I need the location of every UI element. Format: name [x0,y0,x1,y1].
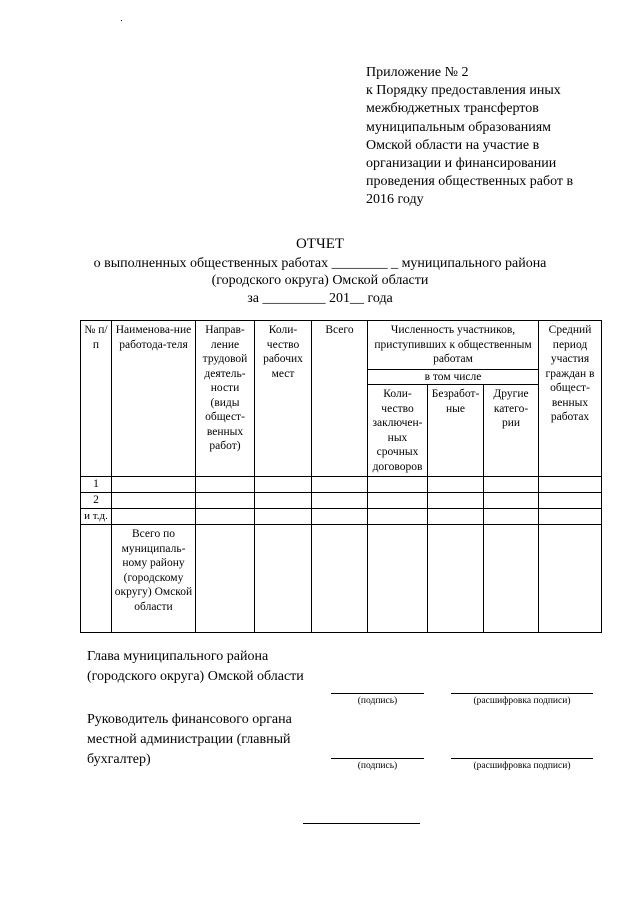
cell [428,493,484,509]
cell [312,493,368,509]
scan-speck [121,20,122,21]
table-row [81,493,602,509]
cell [368,477,428,493]
row-num: и т.д. [81,509,112,525]
appendix-line: проведения общественных работ в [366,174,574,190]
cell [112,493,196,509]
header-jobs: Коли-чество рабочих мест [255,321,312,477]
appendix-line: Приложение № 2 [366,65,469,80]
report-period: за _________ 201__ года [247,291,393,306]
cell [255,509,312,525]
cell [484,509,539,525]
signature-line [331,758,424,759]
signature-caption: (подпись) [357,761,398,771]
cell [428,477,484,493]
cell [312,525,368,633]
appendix-line: межбюджетных трансфертов [366,101,539,117]
appendix-line: к Порядку предоставления иных [366,83,561,99]
head-signature-label: Глава муниципального района (городского округа) Омской области [87,649,304,684]
signature-caption: (подпись) [357,696,398,706]
appendix-line: Омской области на участие в [366,137,540,153]
cell [312,477,368,493]
report-title: ОТЧЕТ [295,236,345,252]
decode-caption: (расшифровка подписи) [473,696,571,706]
report-subtitle-line: о выполненных общественных работах ________ _ муниципального района [93,256,547,271]
cell [112,477,196,493]
header-num: № п/п [81,321,112,477]
header-period: Средний период участия граждан в общест-венных работах [539,321,602,477]
report-subtitle-line: (городского округа) Омской области [211,273,429,288]
cell [112,509,196,525]
cell [368,525,428,633]
decode-line [451,758,593,759]
cell [255,477,312,493]
table-row [81,509,602,525]
row-num: 1 [81,477,112,493]
header-total: Всего [312,321,368,477]
report-table [80,320,602,633]
table-row [81,477,602,493]
appendix-block [366,64,616,210]
total-label: Всего по муниципаль-ному району (городскому округу) Омской области [112,525,196,633]
header-participants: Численность участников, приступивших к общественным работам [368,321,539,370]
appendix-line: 2016 году [366,192,424,208]
finance-signature-label: Руководитель финансового органа местной администрации (главный бухгалтер) [87,712,292,767]
header-other: Другие катего-рии [484,385,539,477]
header-employer: Наименова-ние работода-теля [112,321,196,477]
decode-caption: (расшифровка подписи) [473,761,571,771]
cell [484,493,539,509]
appendix-line: муниципальным образованиям [366,119,551,135]
cell [428,509,484,525]
cell [196,509,255,525]
cell [368,509,428,525]
total-row [81,525,602,633]
cell [368,493,428,509]
cell [196,525,255,633]
cell [255,525,312,633]
cell [539,509,602,525]
cell [428,525,484,633]
cell [539,525,602,633]
header-including: в том числе [368,369,539,385]
row-num: 2 [81,493,112,509]
cell [484,477,539,493]
header-contracts: Коли-чество заключен-ных срочных договоров [368,385,428,477]
cell [539,477,602,493]
cell [81,525,112,633]
footer-separator [303,823,420,824]
header-unemployed: Безработ-ные [428,385,484,477]
signature-line [331,693,424,694]
decode-line [451,693,593,694]
cell [255,493,312,509]
cell [196,477,255,493]
cell [312,509,368,525]
appendix-line: организации и финансировании [366,156,557,172]
cell [539,493,602,509]
cell [196,493,255,509]
header-direction: Направ-ление трудовой деятель-ности (виды общест-венных работ) [196,321,255,477]
cell [484,525,539,633]
